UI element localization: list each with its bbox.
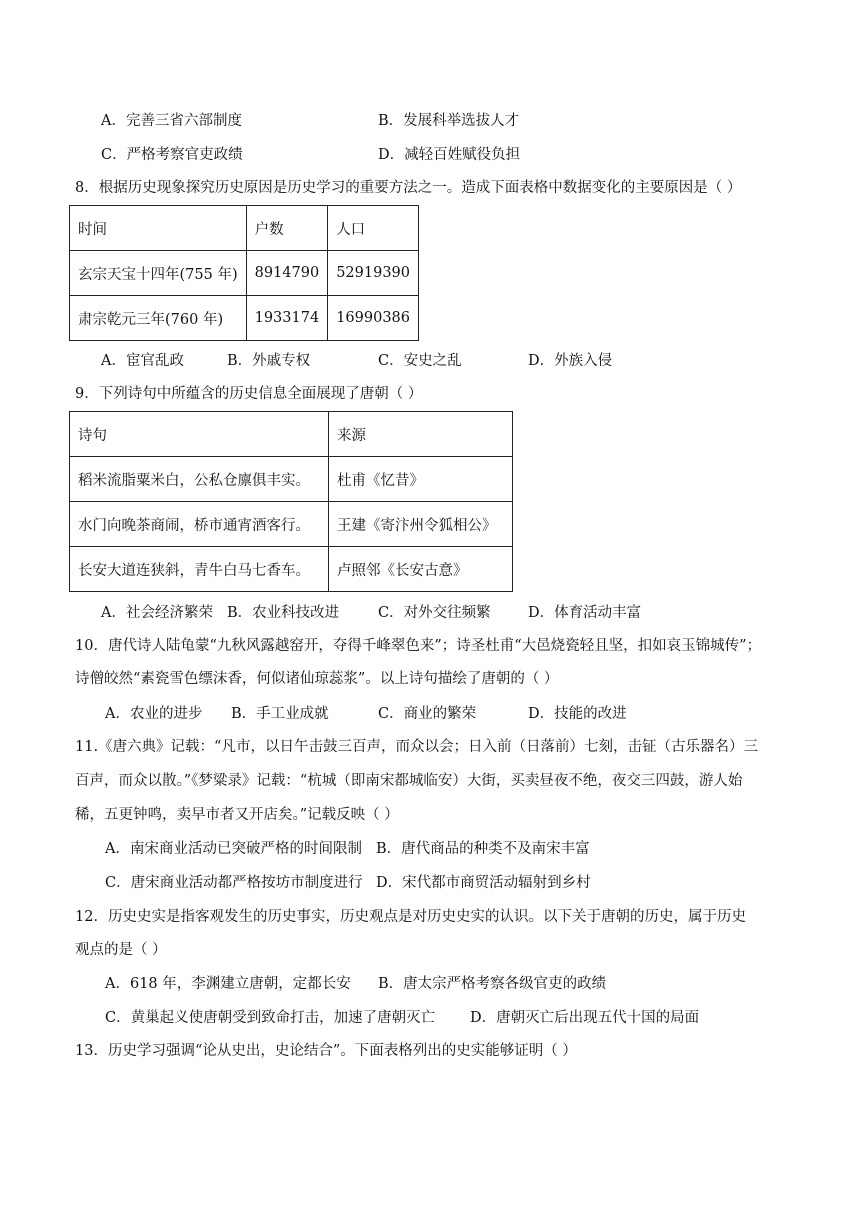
q8-data-table [69,205,419,341]
table-row [70,296,419,341]
table-header-cell: 诗句 [70,412,329,457]
table-cell: 52919390 [328,251,419,296]
q10-stem-line-1: 10．唐代诗人陆龟蒙“九秋风露越窑开，夺得千峰翠色来”；诗圣杜甫“大邑烧瓷轻且坚，扣如哀玉锦城传”； [75,638,762,654]
table-header-cell: 人口 [328,206,419,251]
q11-option-d: D．宋代都市商贸活动辐射到乡村 [376,875,591,891]
table-row [70,547,513,592]
table-cell: 16990386 [328,296,419,341]
q11-stem-line-3: 稀，五更钟鸣，卖早市者又开店矣。”记载反映（ ） [75,807,399,823]
table-row [70,251,419,296]
table-cell: 1933174 [246,296,328,341]
table-cell: 长安大道连狭斜，青牛白马七香车。 [70,547,329,592]
q11-option-a: A．南宋商业活动已突破严格的时间限制 [105,841,362,857]
q12-option-d: D．唐朝灭亡后出现五代十国的局面 [470,1010,700,1026]
q10-option-d: D．技能的改进 [528,706,627,722]
q7-option-b: B．发展科举选拔人才 [378,113,520,129]
q8-option-d: D．外族入侵 [528,353,613,369]
table-cell: 肃宗乾元三年(760 年) [70,296,247,341]
q9-stem: 9．下列诗句中所蕴含的历史信息全面展现了唐朝（ ） [75,386,423,402]
q12-stem-line-2: 观点的是（ ） [75,942,167,958]
q12-stem-line-1: 12．历史史实是指客观发生的历史事实，历史观点是对历史史实的认识。以下关于唐朝的历史，属于历史 [75,909,746,925]
table-cell: 杜甫《忆昔》 [329,457,513,502]
q10-option-c: C．商业的繁荣 [378,706,477,722]
q12-option-c: C．黄巢起义使唐朝受到致命打击，加速了唐朝灭亡 [105,1010,436,1026]
table-row [70,457,513,502]
q7-option-c: C．严格考察官吏政绩 [101,147,243,163]
q13-stem: 13．历史学习强调“论从史出，史论结合”。下面表格列出的史实能够证明（ ） [75,1043,577,1059]
q11-stem-line-1: 11.《唐六典》记载：“凡市，以日午击鼓三百声，而众以会；日入前（日落前）七刻，击钲（古乐器名）三 [75,739,758,755]
table-cell: 王建《寄汴州令狐相公》 [329,502,513,547]
q7-option-a: A．完善三省六部制度 [101,113,242,129]
table-cell: 卢照邻《长安古意》 [329,547,513,592]
q11-stem-line-2: 百声，而众以散。”《梦粱录》记载：“杭城（即南宋都城临安）大街，买卖昼夜不绝，夜交三四鼓，游人始 [75,773,743,789]
table-header-cell: 户数 [246,206,328,251]
q8-option-c: C．安史之乱 [378,353,462,369]
table-row [70,502,513,547]
q10-option-b: B．手工业成就 [231,706,329,722]
q9-option-b: B．农业科技改进 [227,605,340,621]
table-header-cell: 时间 [70,206,247,251]
table-header-cell: 来源 [329,412,513,457]
q10-option-a: A．农业的进步 [105,706,203,722]
table-cell: 稻米流脂粟米白，公私仓廪俱丰实。 [70,457,329,502]
q9-option-d: D．体育活动丰富 [528,605,642,621]
table-header-row [70,206,419,251]
table-cell: 水门向晚茶商闹，桥市通宵酒客行。 [70,502,329,547]
q8-option-a: A．宦官乱政 [101,353,184,369]
q8-stem: 8．根据历史现象探究历史原因是历史学习的重要方法之一。造成下面表格中数据变化的主要原因是（ ） [75,180,742,196]
q9-option-c: C．对外交往频繁 [378,605,491,621]
q12-option-a: A．618 年，李渊建立唐朝，定都长安 [105,976,351,992]
q12-option-b: B．唐太宗严格考察各级官吏的政绩 [378,976,607,992]
q8-option-b: B．外戚专权 [227,353,311,369]
table-cell: 8914790 [246,251,328,296]
q11-option-b: B．唐代商品的种类不及南宋丰富 [376,841,590,857]
table-cell: 玄宗天宝十四年(755 年) [70,251,247,296]
q10-stem-line-2: 诗僧皎然“素瓷雪色缥沫香，何似诸仙琼蕊浆”。以上诗句描绘了唐朝的（ ） [75,671,559,687]
q11-option-c: C．唐宋商业活动都严格按坊市制度进行 [105,875,363,891]
q9-option-a: A．社会经济繁荣 [101,605,213,621]
table-header-row [70,412,513,457]
q9-poem-table [69,411,513,592]
q7-option-d: D．减轻百姓赋役负担 [378,147,521,163]
